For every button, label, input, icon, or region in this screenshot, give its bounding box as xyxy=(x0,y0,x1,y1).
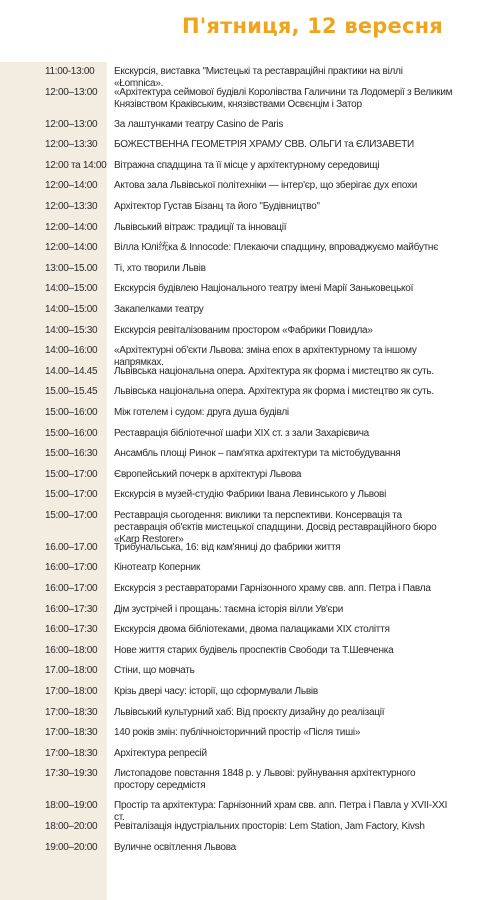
schedule-event: Ансамбль площі Ринок – пам'ятка архітектури та містобудування xyxy=(114,448,401,460)
schedule-event: Ревіталізація індустріальних просторів: Lem Station, Jam Factory, Kivsh xyxy=(114,821,425,832)
schedule-event: Реставрація бібліотечної шафи XIX ст. з зали Захарієвича xyxy=(114,427,369,439)
schedule-row xyxy=(0,238,485,259)
schedule-row xyxy=(0,465,485,486)
schedule-time: 17:00–18:30 xyxy=(45,706,98,718)
schedule-time: 16:00–17:00 xyxy=(45,583,98,595)
schedule-event: «Архітектурні об'єкти Львова: зміна епох в архітектурному та іншому напрямках. xyxy=(114,345,417,369)
schedule-event: Екскурсія двома бібліотеками, двома палациками XIX століття xyxy=(114,624,390,636)
schedule-time: 12:00–13:30 xyxy=(45,139,98,151)
schedule-time: 14.00–14.45 xyxy=(45,365,98,377)
schedule-row xyxy=(0,723,485,744)
schedule-time: 14:00–16:00 xyxy=(45,345,98,357)
schedule-row xyxy=(0,341,485,369)
schedule-time: 14:00–15:00 xyxy=(45,283,98,295)
schedule-row xyxy=(0,558,485,579)
schedule-row xyxy=(0,279,485,300)
schedule-time: 17:00–18:00 xyxy=(45,686,98,698)
schedule-event: Ті, хто творили Львів xyxy=(114,262,206,274)
schedule-time: 12:00–13:00 xyxy=(45,118,98,130)
schedule-row xyxy=(0,764,485,796)
schedule-event: Екскурсія, виставка "Мистецькі та реставраційні практики на віллі «Łomnica». xyxy=(114,66,403,89)
schedule-list xyxy=(0,62,485,858)
schedule-row xyxy=(0,176,485,197)
schedule-event: Вітражна спадщина та її місце у архітектурному середовищі xyxy=(114,159,380,171)
schedule-row xyxy=(0,62,485,89)
schedule-row xyxy=(0,703,485,724)
schedule-row xyxy=(0,682,485,703)
schedule-row xyxy=(0,424,485,445)
schedule-time: 14:00–15:00 xyxy=(45,303,98,315)
schedule-time: 16:00–18:00 xyxy=(45,644,98,656)
schedule-time: 11:00-13:00 xyxy=(45,66,95,77)
schedule-time: 15:00–16:00 xyxy=(45,406,98,418)
schedule-event: «Архітектура сеймової будівлі Королівства Галичини та Лодомерії з Великим Князівством Краківським, князівствами Освєнцім і Затор xyxy=(114,86,453,110)
schedule-time: 17.00–18:00 xyxy=(45,665,98,677)
schedule-event: Актова зала Львівської політехніки — інтер'єр, що зберігає дух епохи xyxy=(114,180,418,192)
schedule-event: Екскурсія будівлею Національного театру імені Марії Заньковецької xyxy=(114,283,414,295)
schedule-row xyxy=(0,382,485,403)
schedule-row xyxy=(0,796,485,824)
schedule-time: 13:00–15.00 xyxy=(45,262,98,274)
schedule-time: 15:00–17:00 xyxy=(45,489,98,501)
page-title: П'ятниця, 12 вересня xyxy=(181,14,443,38)
schedule-row xyxy=(0,259,485,280)
schedule-event: Львівський вітраж: традиції та інновації xyxy=(114,221,287,233)
schedule-event: Трибунальська, 16: від кам'яниці до фабрики життя xyxy=(114,541,341,553)
schedule-event: 140 років змін: публічноісторичний простір «Після тиші» xyxy=(114,727,361,739)
schedule-time: 19:00–20:00 xyxy=(45,841,98,853)
schedule-event: Львівський культурний хаб: Від проєкту дизайну до реалізації xyxy=(114,706,385,718)
schedule-row xyxy=(0,444,485,465)
schedule-row xyxy=(0,135,485,156)
schedule-time: 12:00 та 14:00 xyxy=(45,159,107,171)
schedule-row xyxy=(0,115,485,136)
schedule-time: 15.00–15.45 xyxy=(45,386,98,398)
schedule-time: 17:00–18:30 xyxy=(45,727,98,739)
schedule-row xyxy=(0,321,485,342)
schedule-row xyxy=(0,838,485,859)
schedule-time: 12:00–14:00 xyxy=(45,242,98,254)
schedule-row xyxy=(0,403,485,424)
schedule-time: 12:00–13:30 xyxy=(45,200,98,212)
schedule-row xyxy=(0,506,485,545)
schedule-event: Екскурсія з реставраторами Гарнізонного храму свв. апп. Петра і Павла xyxy=(114,583,431,595)
schedule-row xyxy=(0,218,485,239)
schedule-event: Листопадове повстання 1848 р. у Львові: руйнування архітектурного простору середмістя xyxy=(114,768,416,792)
schedule-time: 15:00–16:00 xyxy=(45,427,98,439)
schedule-row xyxy=(0,817,485,838)
schedule-time: 15:00–17:00 xyxy=(45,509,98,521)
schedule-event: Дім зустрічей і прощань: таємна історія вілли Ув'єри xyxy=(114,603,344,615)
schedule-time: 15:00–17:00 xyxy=(45,468,98,480)
schedule-event: Вілла Юлі统ка & Innocode: Плекаючи спадщину, впроваджуємо майбутнє xyxy=(114,242,439,254)
schedule-event: Між готелем і судом: друга душа будівлі xyxy=(114,406,289,418)
schedule-time: 12:00–14:00 xyxy=(45,221,98,233)
schedule-time: 16:00–17:30 xyxy=(45,624,98,636)
schedule-event: Реставрація сьогодення: виклики та перспективи. Консервація та реставрація об'єктів мистецької спадщини. Досвід реставраційного бюро «Karp Restorer» xyxy=(114,509,437,545)
schedule-row xyxy=(0,362,485,383)
schedule-row xyxy=(0,744,485,765)
schedule-event: Львівська національна опера. Архітектура як форма і мистецтво як суть. xyxy=(114,386,434,398)
schedule-event: Львівська національна опера. Архітектура як форма і мистецтво як суть. xyxy=(114,365,434,377)
schedule-event: БОЖЕСТВЕННА ГЕОМЕТРІЯ ХРАМУ СВВ. ОЛЬГИ та ЄЛИЗАВЕТИ xyxy=(114,139,414,151)
schedule-row xyxy=(0,300,485,321)
schedule-row xyxy=(0,600,485,621)
schedule-row xyxy=(0,197,485,218)
schedule-time: 15:00–16:30 xyxy=(45,448,98,460)
schedule-event: Європейський почерк в архітектурі Львова xyxy=(114,468,302,480)
schedule-time: 12:00–13:00 xyxy=(45,86,98,98)
schedule-row xyxy=(0,538,485,559)
schedule-time: 18:00–19:00 xyxy=(45,800,98,812)
schedule-time: 16:00–17:00 xyxy=(45,562,98,574)
schedule-row xyxy=(0,661,485,682)
schedule-event: Нове життя старих будівель проспектів Свободи та Т.Шевченка xyxy=(114,644,394,656)
schedule-time: 17:00–18:30 xyxy=(45,747,98,759)
schedule-time: 12:00–14:00 xyxy=(45,180,98,192)
schedule-row xyxy=(0,156,485,177)
schedule-event: Архітектура репресій xyxy=(114,747,207,759)
schedule-time: 16:00–17:30 xyxy=(45,603,98,615)
schedule-time: 18:00–20:00 xyxy=(45,821,98,832)
schedule-row xyxy=(0,620,485,641)
schedule-time: 14:00–15:30 xyxy=(45,324,98,336)
schedule-event: Крізь двері часу: історії, що сформували Львів xyxy=(114,686,318,698)
schedule-event: Кінотеатр Коперник xyxy=(114,562,201,574)
schedule-event: Стіни, що мовчать xyxy=(114,665,195,677)
schedule-event: Екскурсія в музей-студію Фабрики Івана Левинського у Львові xyxy=(114,489,387,501)
schedule-row xyxy=(0,83,485,115)
schedule-time: 16.00–17.00 xyxy=(45,541,98,553)
schedule-row xyxy=(0,641,485,662)
schedule-event: Простір та архітектура: Гарнізонний храм свв. апп. Петра і Павла у XVII-XXI ст. xyxy=(114,800,448,824)
schedule-event: Архітектор Густав Бізанц та його "Будівництво" xyxy=(114,200,320,212)
schedule-row xyxy=(0,579,485,600)
schedule-row xyxy=(0,485,485,506)
schedule-event: Екскурсія ревіталізованим простором «Фабрики Повидла» xyxy=(114,324,373,336)
schedule-event: Вуличне освітлення Львова xyxy=(114,841,236,853)
schedule-event: За лаштунками театру Casino de Paris xyxy=(114,118,284,130)
schedule-event: Закапелками театру xyxy=(114,303,204,315)
schedule-time: 17:30–19:30 xyxy=(45,768,98,780)
